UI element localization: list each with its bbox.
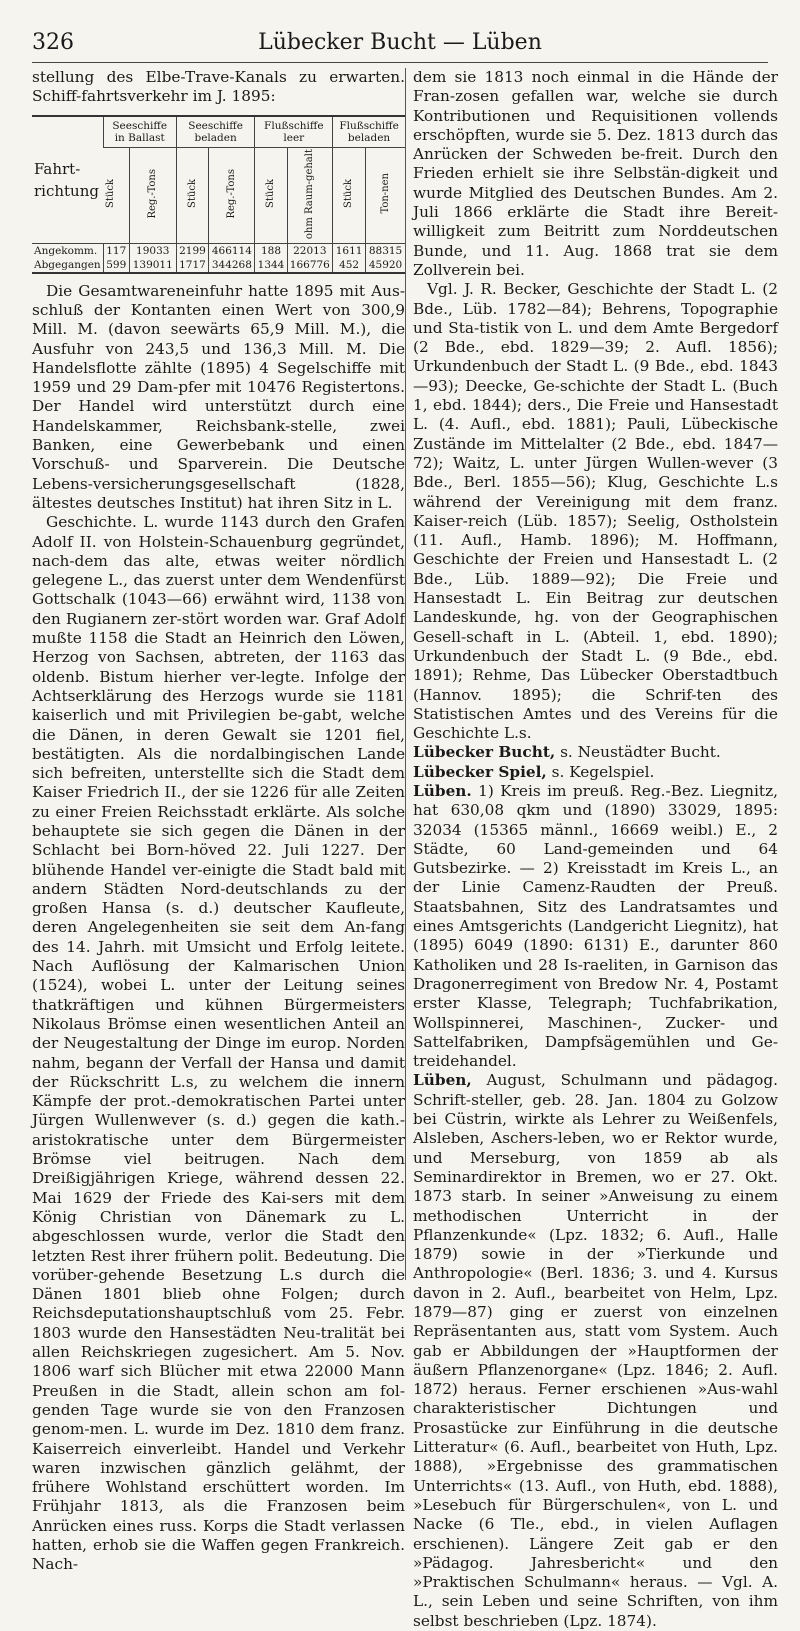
table-cell: 466114	[209, 243, 255, 258]
history-paragraph: Geschichte. L. wurde 1143 durch den Grafen Adolf II. von Holstein-Schauenburg gegründet, nach-dem das alte, etwas weiter nördlich gelegene L., das zuerst unter dem Wendenfürst Gottschalk (1043—66) erwähnt wird, 1138 von den Rugianern zer-stört worden war. Graf Adolf mußte 1158 die Stadt an Heinrich den Löwen, Herzog von Sachsen, abtreten, der 1163 das oldenb. Bistum hierher ver-legte. Infolge der Achtserklärung des Herzogs wurde sie 1181 kaiserlich und mit Privilegien be-gabt, welche die Dänen, in deren Gewalt sie 1201 fiel, bestätigten. Als die nordalbingischen Lande sich befreiten, unterstellte sich die Stadt dem Kaiser Friedrich II., der sie 1226 für alle Zeiten zu einer Freien Reichsstadt erklärte. Als solche behauptete sie sich gegen die Dänen in der Schlacht bei Born-höved 22. Juli 1227. Der blühende Handel ver-einigte die Stadt bald mit andern Städten Nord-deutschlands zu der großen Hansa (s. d.) deutscher Kaufleute, deren Angelegenheiten sie seit dem An-fang des 14. Jahrh. mit Umsicht und Erfolg leitete. Nach Auflösung der Kalmarischen Union (1524), wobei L. unter der Leitung seines thatkräftigen und kühnen Bürgermeisters Nikolaus Brömse einen wesentlichen Anteil an der Neugestaltung der Dinge im europ. Norden nahm, begann der Verfall der Hansa und damit der Rückschritt L.s, zu welchem die innern Kämpfe der prot.-demokratischen Partei unter Jürgen Wullenwever (s. d.) gegen die kath.-aristokratische unter dem Bürgermeister Brömse viel beitrugen. Nach dem Dreißigjährigen Kriege, während dessen 22. Mai 1629 der Friede des Kai-sers mit dem König Christian von Dänemark zu L. abgeschlossen wurde, verlor die Stadt den letzten Rest ihrer frühern polit. Bedeutung. Die vorüber-gehende Besetzung L.s durch die Dänen 1801 blieb ohne Folgen; durch Reichsdeputationshauptschluß vom 25. Febr. 1803 wurde den Hansestädten Neu-tralität bei allen Reichskriegen zugesichert. Am 5. Nov. 1806 warf sich Blücher mit etwa 22000 Mann Preußen in die Stadt, allein schon am fol-genden Tage wurde sie von den Franzosen genom-men. L. wurde im Dez. 1810 dem franz. Kaiserreich einverleibt. Handel und Verkehr waren inzwischen gänzlich gelähmt, der frühere Wohlstand erschüttert worden. Im Frühjahr 1813, als die Franzosen beim Anrücken eines russ. Korps die Stadt verlassen hatten, erhob sie die Waffen gegen Frankreich. Nach-	[32, 513, 405, 1574]
entry-luebecker-bucht	[413, 743, 778, 762]
sub-header: Stück	[333, 147, 366, 243]
group-header: Seeschiffe in Ballast	[103, 116, 176, 148]
table-cell: 599	[103, 258, 129, 273]
table-cell: 1717	[176, 258, 209, 273]
sub-header: Ton-nen	[366, 147, 405, 243]
sub-header: Stück	[103, 147, 129, 243]
table-cell: 188	[255, 243, 287, 258]
table-cell: 1344	[255, 258, 287, 273]
intro-text: stellung des Elbe-Trave-Kanals zu erwarten. Schiff-fahrtsverkehr im J. 1895:	[32, 68, 405, 106]
shipping-traffic-table	[32, 115, 405, 274]
entry-lueben-place	[413, 782, 778, 1071]
sub-header: Reg.-Tons	[209, 147, 255, 243]
row-header-label: Fahrt-richtung	[32, 116, 103, 244]
table-cell: 45920	[366, 258, 405, 273]
table-cell: 19033	[129, 243, 176, 258]
history-continued-paragraph: dem sie 1813 noch einmal in die Hände der Fran-zosen gefallen war, welche sie durch Kontributionen und Requisitionen vollends erschöpften, wurde sie 5. Dez. 1813 durch das Anrücken der Schweden be-freit. Durch den Frieden erhielt sie ihre Selbstän-digkeit und wurde Mitglied des Deutschen Bundes. Am 2. Juli 1866 erklärte die Stadt ihre Bereit-willigkeit zum Beitritt zum Norddeutschen Bunde, und 11. Aug. 1868 trat sie dem Zollverein bei.	[413, 68, 778, 279]
entry-headword: Lüben.	[413, 781, 472, 800]
group-header: Seeschiffe beladen	[176, 116, 255, 148]
sub-header: Stück	[255, 147, 287, 243]
entry-headword: Lübecker Bucht,	[413, 743, 556, 762]
page-number: 326	[32, 30, 74, 55]
row-label: Abgegangen	[34, 258, 101, 271]
trade-paragraph: Die Gesamtwareneinfuhr hatte 1895 mit Aus-schluß der Kontanten einen Wert von 300,9 Mill. M. (davon seewärts 65,9 Mill. M.), die Ausfuhr von 243,5 und 136,3 Mill. M. Die Handelsflotte zählte (1895) 4 Segelschiffe mit 1959 und 29 Dam-pfer mit 10476 Registertons. Der Handel wird unterstützt durch eine Handelskammer, Reichsbank-stelle, zwei Banken, eine Gewerbebank und einen Vorschuß- und Sparverein. Die Deutsche Lebens-versicherungsgesellschaft (1828, ältestes deutsches Institut) hat ihren Sitz in L.	[32, 281, 405, 512]
right-column	[413, 68, 778, 1630]
table-row	[32, 258, 405, 273]
entry-headword: Lübecker Spiel,	[413, 762, 547, 781]
entry-text: August, Schulmann und pädagog. Schrift-steller, geb. 28. Jan. 1804 zu Golzow bei Cüstrin, wirkte als Lehrer zu Weißenfels, Alsleben, Aschers-leben, wo er Rektor wurde, und Merseburg, von 1859 ab als Seminardirektor in Bremen, wo er 27. Okt. 1873 starb. In seiner »Anweisung zu einem methodischen Unterricht in der Pflanzenkunde« (Lpz. 1832; 6. Aufl., Halle 1879) sowie in der »Tierkunde und Anthropologie« (Berl. 1836; 3. und 4. Kursus davon in 2. Aufl., bearbeitet von Helm, Lpz. 1879—87) ging er zuerst von einzelnen Repräsentanten aus, statt vom System. Auch gab er Abbildungen der »Hauptformen der äußern Pflanzenorgane« (Lpz. 1846; 2. Aufl. 1872) heraus. Ferner erschienen »Aus-wahl charakteristischer Dichtungen und Prosastücke zur Einführung in die deutsche Litteratur« (6. Aufl., bearbeitet von Huth, Lpz. 1888), »Ergebnisse des grammatischen Unterrichts« (13. Aufl., von Huth, ebd. 1888), »Lesebuch für Bürgerschulen«, von L. und Nacke (6 Tle., ebd., in vielen Auflagen erschienen). Längere Zeit gab er den »Pädagog. Jahresbericht« und den »Praktischen Schulmann« heraus. — Vgl. A. L., sein Leben und seine Schriften, von ihm selbst beschrieben (Lpz. 1874).	[413, 1071, 778, 1630]
entry-headword: Lüben,	[413, 1071, 472, 1090]
table-cell: 22013	[287, 243, 333, 258]
page-header	[32, 30, 768, 63]
table-cell: 117	[103, 243, 129, 258]
group-header: Flußschiffe beladen	[333, 116, 405, 148]
left-column	[32, 68, 405, 1574]
table-cell: 452	[333, 258, 366, 273]
entry-text: s. Kegelspiel.	[546, 762, 655, 781]
group-header: Flußschiffe leer	[255, 116, 333, 148]
table-cell: 1611	[333, 243, 366, 258]
running-title: Lübecker Bucht — Lüben	[258, 30, 542, 55]
table-cell: 88315	[366, 243, 405, 258]
column-divider	[405, 68, 406, 1280]
sub-header: Stück	[176, 147, 209, 243]
table-row	[32, 243, 405, 258]
table-cell: 166776	[287, 258, 333, 273]
table-cell: 139011	[129, 258, 176, 273]
table-cell: 2199	[176, 243, 209, 258]
entry-luebecker-spiel	[413, 763, 778, 782]
sub-header: ohm Raum-gehalt	[287, 147, 333, 243]
sub-header: Reg.-Tons	[129, 147, 176, 243]
bibliography-paragraph: Vgl. J. R. Becker, Geschichte der Stadt L. (2 Bde., Lüb. 1782—84); Behrens, Topographie und Sta-tistik von L. und dem Amte Bergedorf (2 Bde., ebd. 1829—39; 2. Aufl. 1856); Urkundenbuch der Stadt L. (9 Bde., ebd. 1843—93); Deecke, Ge-schichte der Stadt L. (Buch 1, ebd. 1844); ders., Die Freie und Hansestadt L. (4. Aufl., ebd. 1881); Pauli, Lübeckische Zustände im Mittelalter (2 Bde., ebd. 1847—72); Waitz, L. unter Jürgen Wullen-wever (3 Bde., Berl. 1855—56); Klug, Geschichte L.s während der Vereinigung mit dem franz. Kaiser-reich (Lüb. 1857); Seelig, Ostholstein (11. Aufl., Hamb. 1896); M. Hoffmann, Geschichte der Freien und Hansestadt L. (2 Bde., Lüb. 1889—92); Die Freie und Hansestadt L. Ein Beitrag zur deutschen Landeskunde, hg. von der Geographischen Gesell-schaft in L. (Abteil. 1, ebd. 1890); Urkundenbuch der Stadt L. (9 Bde., ebd. 1891); Rehme, Das Lübecker Oberstadtbuch (Hannov. 1895); die Schrif-ten des Statistischen Amtes und des Vereins für die Geschichte L.s.	[413, 280, 778, 743]
table-cell: 344268	[209, 258, 255, 273]
entry-text: 1) Kreis im preuß. Reg.-Bez. Liegnitz, hat 630,08 qkm und (1890) 33029, 1895: 32034 (15365 männl., 16669 weibl.) E., 2 Städte, 60 Land-gemeinden und 64 Gutsbezirke. — 2) Kreisstadt im Kreis L., an der Linie Camenz-Raudten der Preuß. Staatsbahnen, Sitz des Landratsamtes und eines Amtsgerichts (Landgericht Liegnitz), hat (1895) 6049 (1890: 6131) E., darunter 860 Katholiken und 28 Is-raeliten, in Garnison das Dragonerregiment von Bredow Nr. 4, Postamt erster Klasse, Telegraph; Tuchfabrikation, Wollspinnerei, Maschinen-, Zucker- und Sattelfabriken, Dampfsägemühlen und Ge-treidehandel.	[413, 781, 778, 1071]
entry-lueben-person	[413, 1071, 778, 1631]
entry-text: s. Neustädter Bucht.	[555, 743, 721, 762]
row-label: Angekomm.	[34, 244, 98, 257]
